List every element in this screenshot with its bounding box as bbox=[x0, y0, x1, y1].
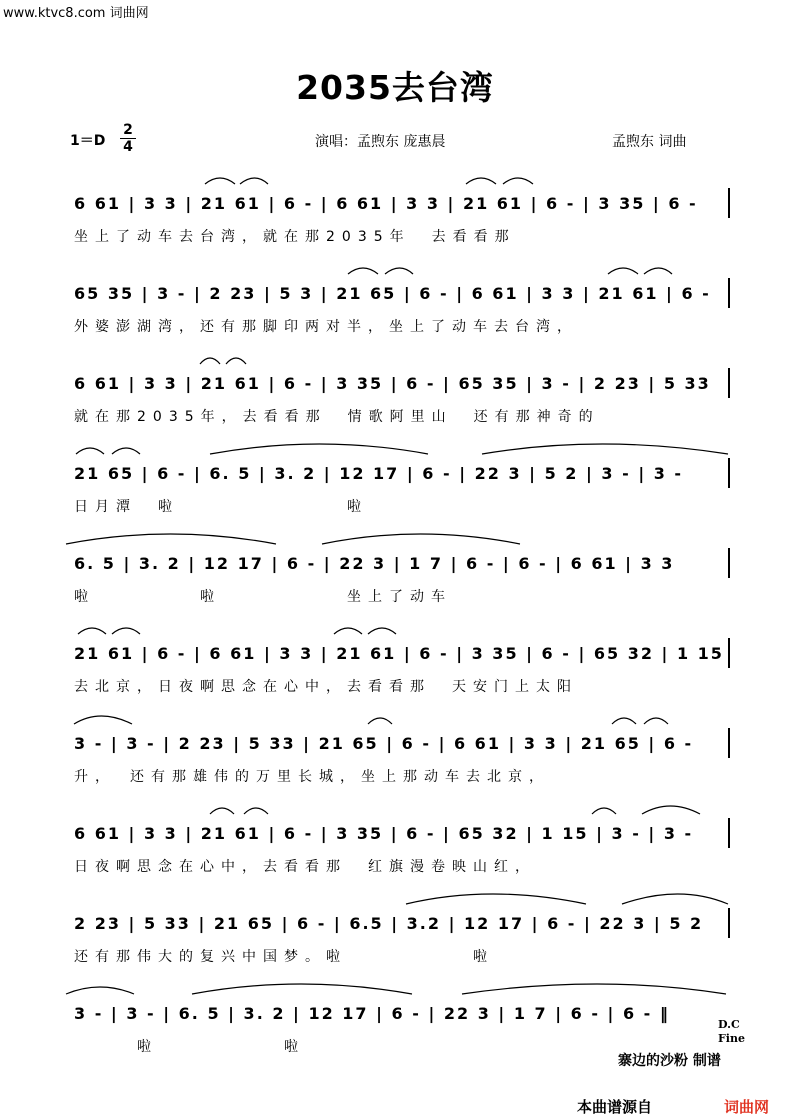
barline bbox=[728, 278, 730, 308]
notes-line: 3 - | 3 - | 6. 5 | 3. 2 | 12 17 | 6 - | 22 3 | 1 7 | 6 - | 6 - ‖ bbox=[74, 1004, 670, 1023]
lyrics-line: 坐上了动车去台湾，就在那2035年 去看看那 bbox=[74, 229, 516, 245]
dc-mark: D.C bbox=[718, 1018, 740, 1031]
barline bbox=[728, 458, 730, 488]
notes-line: 6. 5 | 3. 2 | 12 17 | 6 - | 22 3 | 1 7 | 6 - | 6 - | 6 61 | 3 3 bbox=[74, 554, 675, 573]
da-capo-fine bbox=[718, 1018, 745, 1046]
notes-line: 21 61 | 6 - | 6 61 | 3 3 | 21 61 | 6 - | 3 35 | 6 - | 65 32 | 1 15 bbox=[74, 644, 724, 663]
lyrics-line: 啦 啦 坐上了动车 bbox=[74, 589, 452, 605]
barline bbox=[728, 368, 730, 398]
notes-line: 21 65 | 6 - | 6. 5 | 3. 2 | 12 17 | 6 - | 22 3 | 5 2 | 3 - | 3 - bbox=[74, 464, 684, 483]
singers: 演唱：孟煦东 庞惠晨 bbox=[315, 134, 446, 150]
slur-marks bbox=[0, 344, 790, 368]
lyrics-line: 外婆澎湖湾，还有那脚印两对半，坐上了动车去台湾， bbox=[74, 319, 578, 335]
fine-mark: Fine bbox=[718, 1032, 745, 1045]
barline bbox=[728, 638, 730, 668]
key-signature: 1＝D bbox=[70, 133, 106, 149]
slur-marks bbox=[0, 794, 790, 818]
barline bbox=[728, 728, 730, 758]
notes-line: 3 - | 3 - | 2 23 | 5 33 | 21 65 | 6 - | 6 61 | 3 3 | 21 65 | 6 - bbox=[74, 734, 694, 753]
site-logo: 词曲网 bbox=[724, 1098, 770, 1116]
lyrics-line: 日夜啊思念在心中，去看看那 红旗漫卷映山红， bbox=[74, 859, 536, 875]
time-signature-top: 2 bbox=[120, 122, 136, 139]
barline bbox=[728, 188, 730, 218]
barline bbox=[728, 908, 730, 938]
notes-line: 6 61 | 3 3 | 21 61 | 6 - | 3 35 | 6 - | 65 35 | 3 - | 2 23 | 5 33 bbox=[74, 374, 711, 393]
time-signature bbox=[120, 122, 136, 155]
lyrics-line: 去北京，日夜啊思念在心中，去看看那 天安门上太阳 bbox=[74, 679, 578, 695]
song-title: 2035去台湾 bbox=[296, 68, 494, 107]
slur-marks bbox=[0, 164, 790, 188]
notes-line: 6 61 | 3 3 | 21 61 | 6 - | 6 61 | 3 3 | 21 61 | 6 - | 3 35 | 6 - bbox=[74, 194, 698, 213]
composer-credit: 孟煦东 词曲 bbox=[612, 134, 687, 150]
barline bbox=[728, 548, 730, 578]
time-signature-bottom: 4 bbox=[123, 139, 133, 155]
barline bbox=[728, 818, 730, 848]
lyrics-line: 还有那伟大的复兴中国梦。啦 啦 bbox=[74, 949, 494, 965]
slur-marks bbox=[0, 524, 790, 548]
lyrics-line: 日月潭 啦 啦 bbox=[74, 499, 368, 515]
slur-marks bbox=[0, 614, 790, 638]
notes-line: 6 61 | 3 3 | 21 61 | 6 - | 3 35 | 6 - | 65 32 | 1 15 | 3 - | 3 - bbox=[74, 824, 694, 843]
site-watermark: www.ktvc8.com 词曲网 bbox=[3, 6, 149, 21]
lyrics-line: 啦 啦 bbox=[74, 1039, 305, 1055]
slur-marks bbox=[0, 974, 790, 998]
source-note: 本曲谱源自 bbox=[577, 1098, 653, 1116]
lyrics-line: 升， 还有那雄伟的万里长城，坐上那动车去北京， bbox=[74, 769, 550, 785]
notes-line: 2 23 | 5 33 | 21 65 | 6 - | 6.5 | 3.2 | 12 17 | 6 - | 22 3 | 5 2 bbox=[74, 914, 704, 933]
slur-marks bbox=[0, 254, 790, 278]
notes-line: 65 35 | 3 - | 2 23 | 5 3 | 21 65 | 6 - | 6 61 | 3 3 | 21 61 | 6 - bbox=[74, 284, 711, 303]
slur-marks bbox=[0, 884, 790, 908]
score-row bbox=[0, 996, 790, 1086]
slur-marks bbox=[0, 434, 790, 458]
score-maker: 寨边的沙粉 制谱 bbox=[618, 1053, 721, 1069]
lyrics-line: 就在那2035年，去看看那 情歌阿里山 还有那神奇的 bbox=[74, 409, 600, 425]
slur-marks bbox=[0, 704, 790, 728]
